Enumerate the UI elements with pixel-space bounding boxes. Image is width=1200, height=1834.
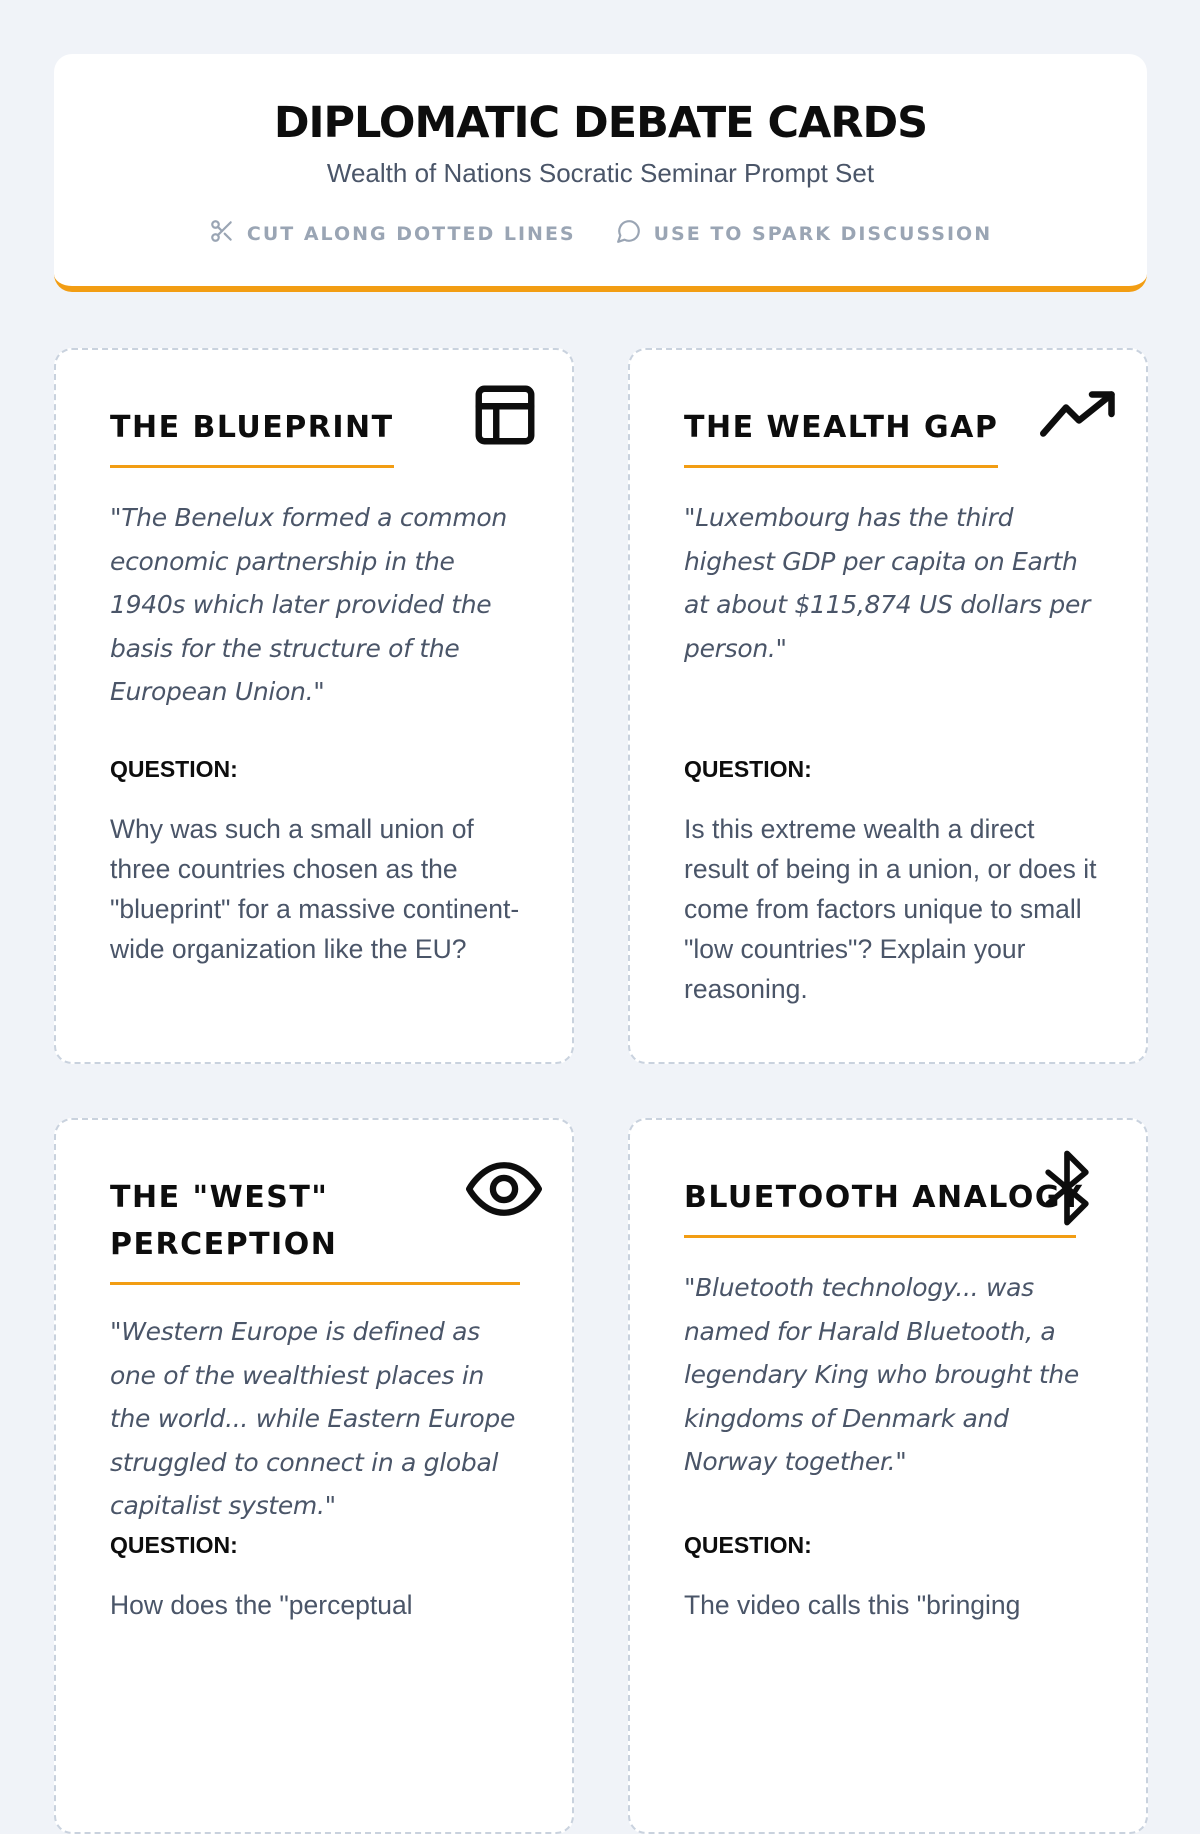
page-title: DIPLOMATIC DEBATE CARDS xyxy=(273,98,928,148)
card-title: THE "WEST" PERCEPTION xyxy=(110,1174,520,1285)
bluetooth-icon xyxy=(1045,1150,1089,1226)
question-text: How does the "perceptual xyxy=(110,1590,413,1620)
question-label: QUESTION: xyxy=(684,756,812,782)
speech-bubble-icon xyxy=(616,218,642,249)
hint-cut-label: CUT ALONG DOTTED LINES xyxy=(246,222,576,245)
question-text: The video calls this "bringing xyxy=(684,1590,1021,1620)
scissors-icon xyxy=(209,218,235,249)
question-text: Why was such a small union of three countries chosen as the "blueprint" for a massive continent-wide organization like the EU? xyxy=(110,814,520,964)
hint-cut xyxy=(209,218,576,249)
card-quote: "The Benelux formed a common economic partnership in the 1940s which later provided the basis for the structure of the European Union." xyxy=(110,503,507,706)
card-quote: "Bluetooth technology... was named for Harald Bluetooth, a legendary King who brought the kingdoms of Denmark and Norway together." xyxy=(684,1273,1079,1476)
card-quote: "Western Europe is defined as one of the wealthiest places in the world... while Eastern Europe struggled to connect in a global capitalist system." xyxy=(110,1317,516,1520)
header-hints xyxy=(54,218,1147,249)
card-title: THE BLUEPRINT xyxy=(110,404,394,468)
question-label: QUESTION: xyxy=(110,756,238,782)
debate-card-blueprint xyxy=(54,348,574,1064)
hint-discuss-label: USE TO SPARK DISCUSSION xyxy=(653,222,993,245)
card-quote: "Luxembourg has the third highest GDP per capita on Earth at about $115,874 US dollars per person." xyxy=(684,503,1091,663)
debate-card-bluetooth-analogy xyxy=(628,1118,1148,1834)
question-label: QUESTION: xyxy=(684,1532,812,1558)
header-card xyxy=(54,54,1147,292)
trending-up-icon xyxy=(1040,388,1118,440)
question-label: QUESTION: xyxy=(110,1532,238,1558)
page-subtitle: Wealth of Nations Socratic Seminar Prompt Set xyxy=(326,158,875,188)
question-text: Is this extreme wealth a direct result of being in a union, or does it come from factors unique to small "low countries"? Explain your reasoning. xyxy=(684,814,1097,1004)
card-title: BLUETOOTH ANALOGY xyxy=(684,1174,1076,1238)
debate-card-wealth-gap xyxy=(628,348,1148,1064)
hint-discuss xyxy=(616,218,993,249)
debate-card-west-perception xyxy=(54,1118,574,1834)
layout-icon xyxy=(470,380,540,450)
card-title: THE WEALTH GAP xyxy=(684,404,998,468)
